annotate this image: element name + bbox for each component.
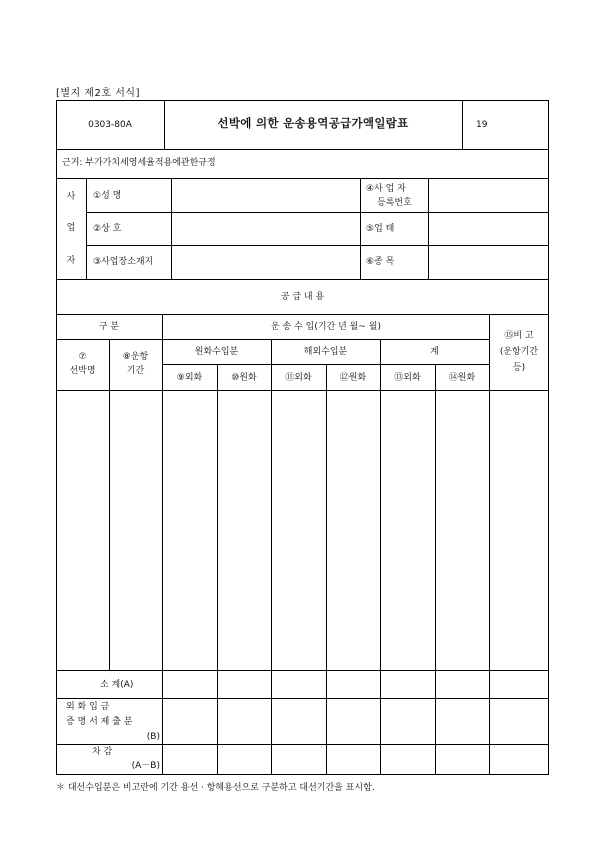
deduction-label-line1: 차 감 <box>92 747 113 757</box>
deduction-label-line2: (A－B) <box>131 761 160 771</box>
name-field[interactable] <box>172 179 359 211</box>
division-header: 구 분 <box>98 322 120 332</box>
domestic-revenue-header: 원화수입분 <box>194 347 239 357</box>
forex-certificate-label-line1: 외 화 입 금 <box>66 702 110 712</box>
trade-name-field[interactable] <box>172 213 359 244</box>
regno-label-line1: ④사 업 자 <box>366 184 406 194</box>
applicant-group-label-3: 자 <box>66 256 76 266</box>
form-code: 0303-80A <box>88 120 132 130</box>
remark-header-line2: (운항기간 <box>499 347 539 357</box>
remark-header-line3: 등) <box>512 363 526 373</box>
business-type-label: ⑤업 태 <box>366 224 395 234</box>
foreign-revenue-header: 해외수입분 <box>303 347 348 357</box>
page-number: 19 <box>476 120 488 130</box>
name-label: ①성 명 <box>93 191 122 201</box>
operation-period-header-line2: 기간 <box>126 366 145 376</box>
address-field[interactable] <box>172 246 359 278</box>
subtotal-label: 소 계(A) <box>100 680 134 690</box>
regno-label-line2: 등록번호 <box>377 198 412 208</box>
col-11-foreign-currency: ⑪외화 <box>285 373 312 383</box>
business-item-field[interactable] <box>429 246 547 278</box>
legal-basis: 근거: 부가가치세영세율적용에관한규정 <box>62 158 216 168</box>
forex-certificate-label-line3: (B) <box>146 732 160 742</box>
transport-revenue-header: 운 송 수 입(기간 년 월~ 월) <box>271 322 381 332</box>
operation-period-header-line1: ⑧운항 <box>122 352 149 362</box>
address-label: ③사업장소재지 <box>93 257 154 267</box>
data-entry-area[interactable] <box>57 391 548 669</box>
col-10-won: ⑩원화 <box>231 373 257 383</box>
col-13-foreign-currency: ⑬외화 <box>394 373 421 383</box>
ship-name-header: 선박명 <box>69 366 96 376</box>
form-label: [별지 제2호 서식] <box>56 88 140 99</box>
col-14-won: ⑭원화 <box>448 373 476 383</box>
footnote: ＊ 대선수입분은 비고란에 기간 용선 · 항해용선으로 구분하고 대선기간을 표시함. <box>56 783 375 793</box>
applicant-group-label-1: 사 <box>66 192 76 202</box>
business-item-label: ⑥종 목 <box>366 257 395 267</box>
trade-name-label: ②상 호 <box>93 224 122 234</box>
business-type-field[interactable] <box>429 213 547 244</box>
regno-field[interactable] <box>429 179 547 211</box>
applicant-group-label-2: 업 <box>66 223 76 233</box>
col-12-won: ⑫원화 <box>339 373 367 383</box>
forex-certificate-label-line2: 증 명 서 제 출 분 <box>66 717 133 727</box>
ship-name-header-num: ⑦ <box>78 352 87 362</box>
col-9-foreign-currency: ⑨외화 <box>176 373 203 383</box>
supply-contents-title: 공 급 내 용 <box>280 292 325 302</box>
document-title: 선박에 의한 운송용역공급가액일람표 <box>217 116 409 130</box>
total-header: 계 <box>430 347 439 357</box>
remark-header-line1: ⑮비 고 <box>504 331 534 341</box>
